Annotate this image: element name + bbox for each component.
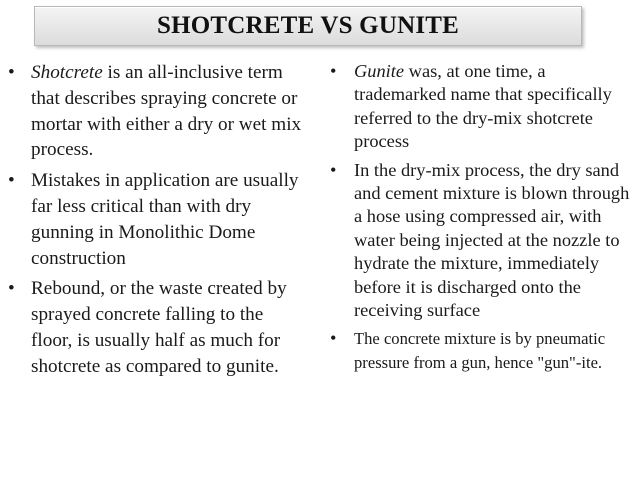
slide-title: SHOTCRETE VS GUNITE	[156, 12, 460, 39]
list-item	[326, 159, 632, 323]
term-gunite: Gunite	[354, 61, 405, 81]
list-item-text: In the dry-mix process, the dry sand and cement mixture is blown through a hose using compressed air, with water being injected at the nozzle to hydrate the mixture, immediately before it is discharged onto the receiving surface	[354, 159, 630, 321]
bullet-icon: •	[330, 61, 337, 81]
bullet-icon: •	[8, 278, 15, 300]
bullet-icon: •	[8, 170, 15, 192]
left-bullet-list	[8, 60, 308, 380]
list-item	[8, 276, 308, 379]
term-shotcrete: Shotcrete	[31, 62, 103, 83]
list-item	[8, 60, 308, 163]
bullet-icon: •	[8, 62, 15, 83]
list-item-text: was, at one time, a trademarked name that specifically referred to the dry-mix shotcrete process	[354, 61, 612, 152]
list-item	[8, 168, 308, 271]
list-item	[326, 60, 632, 154]
list-item	[326, 327, 632, 374]
right-column	[326, 60, 632, 379]
list-item-text: Mistakes in application are usually far less critical than with dry gunning in Monolithic Dome construction	[31, 170, 299, 269]
right-bullet-list	[326, 60, 632, 374]
list-item-text: is an all-inclusive term that describes spraying concrete or mortar with either a dry or wet mix process.	[31, 62, 302, 161]
bullet-icon: •	[330, 328, 337, 349]
bullet-icon: •	[330, 159, 337, 180]
title-banner	[34, 6, 582, 46]
list-item-text: The concrete mixture is by pneumatic pressure from a gun, hence "gun"-ite.	[354, 329, 606, 372]
left-column	[8, 60, 308, 385]
list-item-text: Rebound, or the waste created by sprayed concrete falling to the floor, is usually half as much for shotcrete as compared to gunite.	[31, 278, 287, 377]
